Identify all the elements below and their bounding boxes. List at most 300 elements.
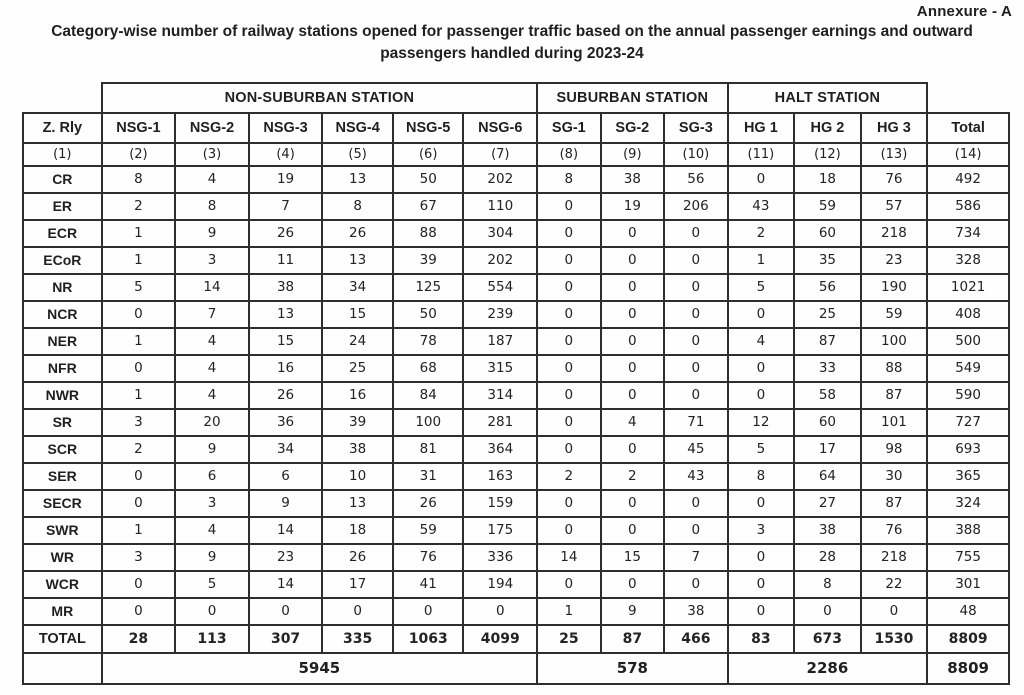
value-cell: 14 — [249, 571, 323, 598]
value-cell: 2 — [102, 436, 176, 463]
value-cell: 5 — [728, 436, 795, 463]
value-cell: 586 — [927, 193, 1009, 220]
value-cell: 9 — [249, 490, 323, 517]
value-cell: 1 — [102, 247, 176, 274]
value-cell: 0 — [664, 382, 728, 409]
value-cell: 11 — [249, 247, 323, 274]
value-cell: 50 — [393, 166, 464, 193]
value-cell: 194 — [463, 571, 537, 598]
value-cell: 0 — [537, 490, 601, 517]
total-value-cell: 307 — [249, 625, 323, 653]
total-value-cell: 8809 — [927, 625, 1009, 653]
value-cell: 12 — [728, 409, 795, 436]
value-cell: 60 — [794, 409, 861, 436]
value-cell: 18 — [322, 517, 393, 544]
value-cell: 87 — [861, 490, 928, 517]
value-cell: 8 — [102, 166, 176, 193]
value-cell: 2 — [601, 463, 665, 490]
total-value-cell: 28 — [102, 625, 176, 653]
value-cell: 365 — [927, 463, 1009, 490]
total-value-cell: 673 — [794, 625, 861, 653]
value-cell: 5 — [102, 274, 176, 301]
value-cell: 0 — [537, 328, 601, 355]
value-cell: 60 — [794, 220, 861, 247]
value-cell: 693 — [927, 436, 1009, 463]
value-cell: 1 — [537, 598, 601, 625]
value-cell: 110 — [463, 193, 537, 220]
value-cell: 0 — [728, 571, 795, 598]
zone-name-cell: ECR — [23, 220, 102, 247]
value-cell: 0 — [664, 328, 728, 355]
value-cell: 34 — [249, 436, 323, 463]
zone-name-cell: NFR — [23, 355, 102, 382]
value-cell: 0 — [393, 598, 464, 625]
column-header-cell: NSG-4 — [322, 113, 393, 143]
table-body — [23, 166, 1009, 625]
total-row — [23, 625, 1009, 653]
value-cell: 0 — [601, 301, 665, 328]
value-cell: 9 — [175, 544, 249, 571]
value-cell: 3 — [175, 490, 249, 517]
value-cell: 4 — [175, 328, 249, 355]
value-cell: 0 — [537, 436, 601, 463]
value-cell: 727 — [927, 409, 1009, 436]
value-cell: 125 — [393, 274, 464, 301]
zone-name-cell: WCR — [23, 571, 102, 598]
value-cell: 336 — [463, 544, 537, 571]
value-cell: 38 — [664, 598, 728, 625]
value-cell: 0 — [249, 598, 323, 625]
column-number-cell: (12) — [794, 143, 861, 166]
column-number-cell: (5) — [322, 143, 393, 166]
zone-name-cell: NER — [23, 328, 102, 355]
value-cell: 0 — [537, 382, 601, 409]
value-cell: 239 — [463, 301, 537, 328]
value-cell: 281 — [463, 409, 537, 436]
column-header-cell: NSG-6 — [463, 113, 537, 143]
value-cell: 68 — [393, 355, 464, 382]
group-header-suburban: SUBURBAN STATION — [537, 83, 728, 113]
value-cell: 27 — [794, 490, 861, 517]
value-cell: 175 — [463, 517, 537, 544]
value-cell: 25 — [322, 355, 393, 382]
value-cell: 364 — [463, 436, 537, 463]
total-value-cell: 4099 — [463, 625, 537, 653]
value-cell: 1 — [102, 328, 176, 355]
value-cell: 15 — [322, 301, 393, 328]
value-cell: 17 — [794, 436, 861, 463]
value-cell: 0 — [601, 517, 665, 544]
column-number-cell: (13) — [861, 143, 928, 166]
column-header-cell: Z. Rly — [23, 113, 102, 143]
value-cell: 218 — [861, 220, 928, 247]
value-cell: 314 — [463, 382, 537, 409]
value-cell: 26 — [393, 490, 464, 517]
value-cell: 0 — [601, 247, 665, 274]
total-value-cell: 25 — [537, 625, 601, 653]
value-cell: 71 — [664, 409, 728, 436]
column-number-cell: (7) — [463, 143, 537, 166]
value-cell: 16 — [322, 382, 393, 409]
value-cell: 0 — [537, 571, 601, 598]
zone-row — [23, 463, 1009, 490]
group-header-row — [23, 83, 1009, 113]
total-value-cell: 113 — [175, 625, 249, 653]
value-cell: 0 — [537, 409, 601, 436]
summary-halt-total: 2286 — [728, 653, 928, 684]
value-cell: 0 — [463, 598, 537, 625]
zone-name-cell: ER — [23, 193, 102, 220]
value-cell: 0 — [601, 220, 665, 247]
group-header-halt: HALT STATION — [728, 83, 928, 113]
value-cell: 64 — [794, 463, 861, 490]
value-cell: 0 — [601, 571, 665, 598]
value-cell: 0 — [601, 355, 665, 382]
zone-name-cell: CR — [23, 166, 102, 193]
value-cell: 38 — [794, 517, 861, 544]
annexure-label: Annexure - A — [916, 3, 1012, 20]
value-cell: 0 — [664, 247, 728, 274]
value-cell: 57 — [861, 193, 928, 220]
value-cell: 38 — [601, 166, 665, 193]
group-header-non-suburban: NON-SUBURBAN STATION — [102, 83, 537, 113]
value-cell: 0 — [861, 598, 928, 625]
value-cell: 4 — [175, 355, 249, 382]
value-cell: 4 — [175, 517, 249, 544]
value-cell: 2 — [537, 463, 601, 490]
zone-row — [23, 517, 1009, 544]
value-cell: 3 — [102, 409, 176, 436]
document-title — [37, 21, 987, 66]
value-cell: 43 — [728, 193, 795, 220]
value-cell: 3 — [728, 517, 795, 544]
value-cell: 190 — [861, 274, 928, 301]
value-cell: 206 — [664, 193, 728, 220]
zone-row — [23, 571, 1009, 598]
value-cell: 1 — [102, 517, 176, 544]
value-cell: 0 — [794, 598, 861, 625]
value-cell: 0 — [728, 490, 795, 517]
value-cell: 76 — [861, 517, 928, 544]
column-header-cell: HG 2 — [794, 113, 861, 143]
value-cell: 8 — [537, 166, 601, 193]
value-cell: 0 — [728, 355, 795, 382]
column-number-cell: (6) — [393, 143, 464, 166]
total-value-cell: 466 — [664, 625, 728, 653]
value-cell: 4 — [175, 166, 249, 193]
zone-name-cell: SWR — [23, 517, 102, 544]
value-cell: 88 — [861, 355, 928, 382]
value-cell: 0 — [102, 490, 176, 517]
zone-name-cell: NCR — [23, 301, 102, 328]
value-cell: 0 — [601, 328, 665, 355]
value-cell: 0 — [102, 571, 176, 598]
value-cell: 13 — [322, 490, 393, 517]
zone-row — [23, 274, 1009, 301]
value-cell: 39 — [393, 247, 464, 274]
value-cell: 4 — [175, 382, 249, 409]
value-cell: 1 — [728, 247, 795, 274]
value-cell: 100 — [861, 328, 928, 355]
value-cell: 13 — [322, 166, 393, 193]
column-header-cell: SG-3 — [664, 113, 728, 143]
column-number-cell: (9) — [601, 143, 665, 166]
column-number-cell: (11) — [728, 143, 795, 166]
zone-row — [23, 328, 1009, 355]
value-cell: 15 — [601, 544, 665, 571]
column-header-cell: HG 1 — [728, 113, 795, 143]
column-header-cell: NSG-3 — [249, 113, 323, 143]
value-cell: 0 — [728, 301, 795, 328]
value-cell: 0 — [664, 220, 728, 247]
value-cell: 7 — [175, 301, 249, 328]
value-cell: 17 — [322, 571, 393, 598]
column-header-cell: NSG-1 — [102, 113, 176, 143]
value-cell: 14 — [249, 517, 323, 544]
zone-name-cell: NWR — [23, 382, 102, 409]
value-cell: 0 — [664, 355, 728, 382]
value-cell: 38 — [322, 436, 393, 463]
value-cell: 25 — [794, 301, 861, 328]
zone-name-cell: ECoR — [23, 247, 102, 274]
value-cell: 0 — [537, 247, 601, 274]
value-cell: 0 — [102, 463, 176, 490]
zone-row — [23, 247, 1009, 274]
stations-table — [22, 82, 1010, 685]
value-cell: 26 — [249, 382, 323, 409]
value-cell: 0 — [102, 355, 176, 382]
value-cell: 301 — [927, 571, 1009, 598]
value-cell: 0 — [664, 517, 728, 544]
total-value-cell: 335 — [322, 625, 393, 653]
value-cell: 81 — [393, 436, 464, 463]
value-cell: 0 — [537, 274, 601, 301]
value-cell: 324 — [927, 490, 1009, 517]
value-cell: 0 — [728, 382, 795, 409]
value-cell: 388 — [927, 517, 1009, 544]
zone-row — [23, 409, 1009, 436]
value-cell: 9 — [175, 436, 249, 463]
value-cell: 0 — [728, 166, 795, 193]
zone-name-cell: SECR — [23, 490, 102, 517]
column-header-cell: SG-2 — [601, 113, 665, 143]
value-cell: 0 — [322, 598, 393, 625]
value-cell: 0 — [537, 193, 601, 220]
value-cell: 101 — [861, 409, 928, 436]
column-header-row — [23, 113, 1009, 143]
value-cell: 23 — [861, 247, 928, 274]
value-cell: 0 — [537, 355, 601, 382]
value-cell: 9 — [175, 220, 249, 247]
value-cell: 14 — [537, 544, 601, 571]
value-cell: 202 — [463, 166, 537, 193]
zone-row — [23, 355, 1009, 382]
value-cell: 26 — [322, 220, 393, 247]
value-cell: 590 — [927, 382, 1009, 409]
value-cell: 19 — [249, 166, 323, 193]
value-cell: 5 — [175, 571, 249, 598]
value-cell: 2 — [728, 220, 795, 247]
zone-row — [23, 544, 1009, 571]
value-cell: 59 — [794, 193, 861, 220]
value-cell: 56 — [664, 166, 728, 193]
value-cell: 18 — [794, 166, 861, 193]
value-cell: 16 — [249, 355, 323, 382]
value-cell: 43 — [664, 463, 728, 490]
value-cell: 13 — [322, 247, 393, 274]
value-cell: 500 — [927, 328, 1009, 355]
value-cell: 24 — [322, 328, 393, 355]
summary-row — [23, 653, 1009, 684]
value-cell: 1 — [102, 220, 176, 247]
value-cell: 28 — [794, 544, 861, 571]
zone-row — [23, 193, 1009, 220]
value-cell: 45 — [664, 436, 728, 463]
zone-row — [23, 598, 1009, 625]
zone-row — [23, 490, 1009, 517]
value-cell: 218 — [861, 544, 928, 571]
total-value-cell: 1063 — [393, 625, 464, 653]
column-number-cell: (14) — [927, 143, 1009, 166]
value-cell: 38 — [249, 274, 323, 301]
value-cell: 35 — [794, 247, 861, 274]
value-cell: 0 — [664, 274, 728, 301]
corner-blank-cell — [927, 83, 1009, 113]
value-cell: 163 — [463, 463, 537, 490]
title-line-1: Category-wise number of railway stations opened for passenger traffic based on the annual passenger earnings and outward — [51, 23, 973, 40]
column-header-cell: HG 3 — [861, 113, 928, 143]
value-cell: 315 — [463, 355, 537, 382]
value-cell: 36 — [249, 409, 323, 436]
value-cell: 0 — [537, 301, 601, 328]
value-cell: 0 — [102, 598, 176, 625]
value-cell: 0 — [664, 571, 728, 598]
value-cell: 304 — [463, 220, 537, 247]
value-cell: 0 — [601, 382, 665, 409]
value-cell: 0 — [664, 490, 728, 517]
value-cell: 59 — [393, 517, 464, 544]
zone-name-cell: MR — [23, 598, 102, 625]
value-cell: 4 — [601, 409, 665, 436]
value-cell: 84 — [393, 382, 464, 409]
value-cell: 31 — [393, 463, 464, 490]
value-cell: 26 — [249, 220, 323, 247]
column-number-cell: (4) — [249, 143, 323, 166]
total-value-cell: 83 — [728, 625, 795, 653]
value-cell: 328 — [927, 247, 1009, 274]
value-cell: 734 — [927, 220, 1009, 247]
value-cell: 56 — [794, 274, 861, 301]
column-header-cell: SG-1 — [537, 113, 601, 143]
value-cell: 6 — [175, 463, 249, 490]
corner-blank-cell — [23, 83, 102, 113]
column-number-cell: (3) — [175, 143, 249, 166]
zone-name-cell: WR — [23, 544, 102, 571]
value-cell: 23 — [249, 544, 323, 571]
value-cell: 20 — [175, 409, 249, 436]
zone-name-cell: NR — [23, 274, 102, 301]
value-cell: 0 — [175, 598, 249, 625]
value-cell: 87 — [861, 382, 928, 409]
value-cell: 34 — [322, 274, 393, 301]
value-cell: 2 — [102, 193, 176, 220]
value-cell: 33 — [794, 355, 861, 382]
value-cell: 1021 — [927, 274, 1009, 301]
value-cell: 8 — [794, 571, 861, 598]
value-cell: 26 — [322, 544, 393, 571]
value-cell: 100 — [393, 409, 464, 436]
value-cell: 187 — [463, 328, 537, 355]
column-header-cell: NSG-2 — [175, 113, 249, 143]
value-cell: 8 — [322, 193, 393, 220]
value-cell: 202 — [463, 247, 537, 274]
zone-name-cell: SCR — [23, 436, 102, 463]
summary-non-suburban-total: 5945 — [102, 653, 537, 684]
value-cell: 1 — [102, 382, 176, 409]
value-cell: 0 — [728, 598, 795, 625]
value-cell: 408 — [927, 301, 1009, 328]
value-cell: 15 — [249, 328, 323, 355]
value-cell: 8 — [728, 463, 795, 490]
value-cell: 4 — [728, 328, 795, 355]
value-cell: 755 — [927, 544, 1009, 571]
zone-row — [23, 301, 1009, 328]
value-cell: 8 — [175, 193, 249, 220]
zone-name-cell: SER — [23, 463, 102, 490]
total-row-label: TOTAL — [23, 625, 102, 653]
value-cell: 0 — [664, 301, 728, 328]
value-cell: 78 — [393, 328, 464, 355]
value-cell: 3 — [102, 544, 176, 571]
title-line-2: passengers handled during 2023-24 — [380, 45, 644, 63]
value-cell: 492 — [927, 166, 1009, 193]
value-cell: 0 — [728, 544, 795, 571]
value-cell: 10 — [322, 463, 393, 490]
column-number-cell: (8) — [537, 143, 601, 166]
value-cell: 76 — [861, 166, 928, 193]
value-cell: 98 — [861, 436, 928, 463]
zone-row — [23, 220, 1009, 247]
value-cell: 67 — [393, 193, 464, 220]
zone-row — [23, 382, 1009, 409]
value-cell: 0 — [601, 436, 665, 463]
value-cell: 3 — [175, 247, 249, 274]
summary-grand-total: 8809 — [927, 653, 1009, 684]
zone-row — [23, 166, 1009, 193]
column-number-row — [23, 143, 1009, 166]
value-cell: 13 — [249, 301, 323, 328]
value-cell: 88 — [393, 220, 464, 247]
value-cell: 30 — [861, 463, 928, 490]
column-number-cell: (2) — [102, 143, 176, 166]
value-cell: 554 — [463, 274, 537, 301]
value-cell: 549 — [927, 355, 1009, 382]
value-cell: 76 — [393, 544, 464, 571]
value-cell: 41 — [393, 571, 464, 598]
value-cell: 7 — [664, 544, 728, 571]
total-value-cell: 1530 — [861, 625, 928, 653]
value-cell: 14 — [175, 274, 249, 301]
value-cell: 0 — [102, 301, 176, 328]
value-cell: 0 — [601, 274, 665, 301]
value-cell: 58 — [794, 382, 861, 409]
zone-row — [23, 436, 1009, 463]
value-cell: 6 — [249, 463, 323, 490]
total-value-cell: 87 — [601, 625, 665, 653]
value-cell: 159 — [463, 490, 537, 517]
value-cell: 59 — [861, 301, 928, 328]
column-header-cell: Total — [927, 113, 1009, 143]
